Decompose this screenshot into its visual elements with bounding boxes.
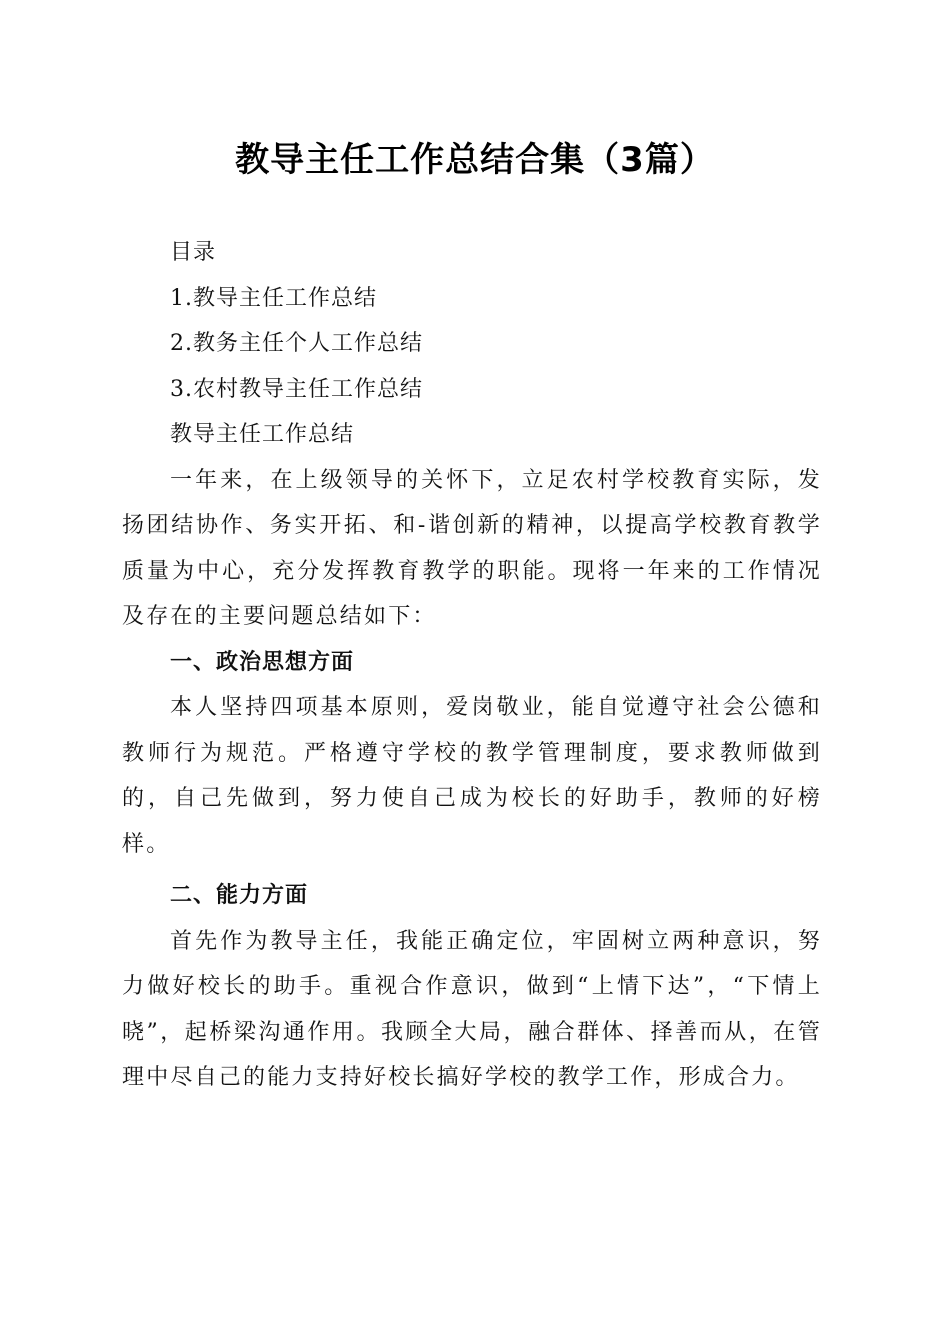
section-body-politics: 本人坚持四项基本原则，爱岗敬业，能自觉遵守社会公德和教师行为规范。严格遵守学校的教学管理制度，要求教师做到的，自己先做到，努力使自己成为校长的好助手，教师的好榜样。 [122,695,822,857]
document-title: 教导主任工作总结合集（3篇） [235,140,715,180]
section-heading-politics: 一、政治思想方面 [170,649,355,675]
toc-item-3: 3.农村教导主任工作总结 [170,376,423,402]
document-body [122,230,822,1101]
article-title: 教导主任工作总结 [170,422,355,447]
intro-paragraph: 一年来，在上级领导的关怀下，立足农村学校教育实际，发扬团结协作、务实开拓、和-谐创新的精神，以提高学校教育教学质量为中心，充分发挥教育教学的职能。现将一年来的工作情况及存在的主要问题总结如下： [122,467,822,629]
section-body-ability: 首先作为教导主任，我能正确定位，牢固树立两种意识，努力做好校长的助手。重视合作意识，做到“上情下达”，“下情上晓”，起桥梁沟通作用。我顾全大局，融合群体、择善而从，在管理中尽自己的能力支持好校长搞好学校的教学工作，形成合力。 [122,928,822,1090]
toc-item-1: 1.教导主任工作总结 [170,285,377,311]
toc-item-2: 2.教务主任个人工作总结 [170,331,423,356]
toc-heading: 目录 [170,240,217,265]
section-heading-ability: 二、能力方面 [170,883,309,908]
